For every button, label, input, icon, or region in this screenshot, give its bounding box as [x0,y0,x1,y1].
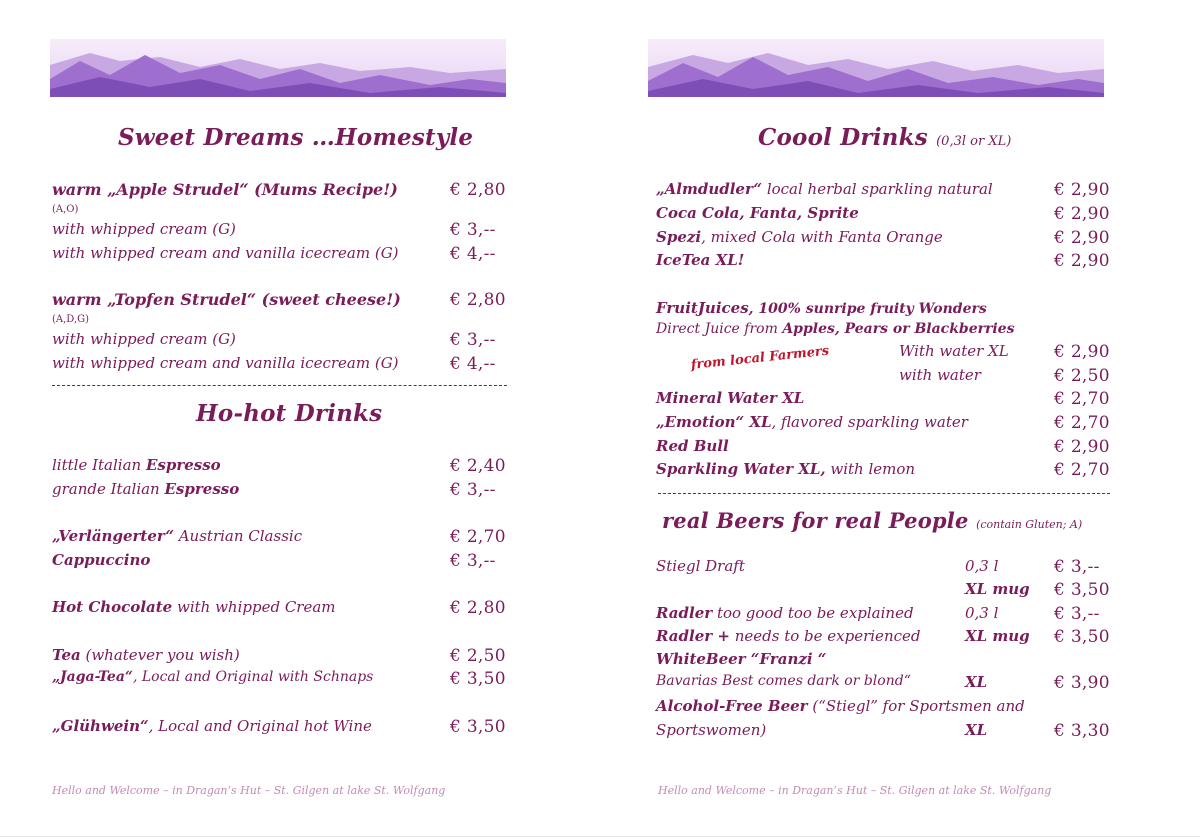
item-price: € 2,80 [450,290,506,310]
item-desc: , Local and Original hot Wine [148,717,372,735]
section-divider [658,493,1110,494]
list-item [656,366,1116,388]
farmers-stamp: from local Farmers [690,343,830,373]
item-price: € 2,90 [1054,342,1110,362]
item-price: € 3,90 [1054,673,1110,693]
list-item [656,228,1116,250]
item-desc: , flavored sparkling water [771,413,968,431]
item-name: Coca Cola, Fanta, Sprite [656,204,859,222]
item-name: Sparkling Water XL, [656,460,826,478]
list-item [52,290,512,312]
item-price: € 3,-- [450,220,496,240]
item-price: € 2,50 [450,646,506,666]
item-price: € 3,30 [1054,721,1110,741]
list-item [656,580,1116,602]
item-desc: , mixed Cola with Fanta Orange [701,228,943,246]
list-item [656,342,1116,364]
item-desc-continued: Sportswomen) [656,721,767,739]
list-item [656,650,1116,672]
allergen-label: (A,O) [52,204,79,215]
item-price: € 2,40 [450,456,506,476]
item-name: Apples, Pears or Blackberries [782,321,1015,337]
item-name-pre: grande Italian [52,480,165,498]
item-option: with water [899,366,981,384]
item-price: € 2,70 [1054,460,1110,480]
title-text: real Beers for real People [662,508,969,533]
item-name-pre: little Italian [52,456,146,474]
list-item [52,330,512,352]
item-desc: Bavarias Best comes dark or blond“ [656,673,911,689]
list-item [52,598,512,620]
item-size: XL [965,721,988,739]
list-item [52,669,512,691]
item-price: € 3,50 [1054,627,1110,647]
list-item [656,180,1116,202]
list-item [656,413,1116,435]
list-item [52,551,512,573]
item-name-pre: Direct Juice from [656,321,783,337]
item-name: with whipped cream and vanilla icecream (G) [52,354,399,372]
item-size: XL [965,673,988,691]
list-item [656,251,1116,273]
mountain-banner-image [648,39,1104,97]
item-price: € 2,50 [1054,366,1110,386]
list-item [52,456,512,478]
item-name: Red Bull [656,437,729,455]
title-text: Coool Drinks [758,124,928,151]
item-price: € 2,90 [1054,437,1110,457]
list-item [52,244,512,266]
item-name: „Jaga-Tea“ [52,669,133,685]
item-size: XL mug [965,580,1030,598]
item-name: warm „Apple Strudel“ (Mums Recipe!) [52,180,398,199]
item-price: € 2,80 [450,180,506,200]
item-name: Stiegl Draft [656,557,745,575]
list-item [656,721,1116,743]
list-item [52,180,512,202]
item-price: € 2,90 [1054,204,1110,224]
item-size: 0,3 l [965,604,999,622]
item-price: € 2,90 [1054,180,1110,200]
item-price: € 2,90 [1054,251,1110,271]
list-item [656,604,1116,626]
item-price: € 2,70 [1054,389,1110,409]
list-item [656,437,1116,459]
item-desc: needs to be experienced [729,627,921,645]
item-price: € 2,70 [450,527,506,547]
item-name: „Verlängerter“ [52,527,174,545]
allergen-label: (A,D,G) [52,314,90,325]
list-item [656,697,1116,719]
item-desc: too good too be explained [712,604,914,622]
item-name: WhiteBeer “Franzi “ [656,650,827,668]
list-item [656,673,1116,695]
item-price: € 2,80 [450,598,506,618]
list-item [656,460,1116,482]
list-item [52,480,512,502]
item-name: Tea [52,646,81,664]
item-desc: (“Stiegl” for Sportsmen and [807,697,1025,715]
item-name: Spezi [656,228,702,246]
section-title-beers [662,508,1082,533]
item-name: Espresso [145,456,221,474]
item-name: Hot Chocolate [52,598,173,616]
item-name: Mineral Water XL [656,389,805,407]
item-price: € 3,-- [450,480,496,500]
list-item [52,354,512,376]
item-price: € 3,50 [450,669,506,689]
item-price: € 3,50 [1054,580,1110,600]
section-divider [52,385,507,386]
mountain-banner-image [50,39,506,97]
page-title-desserts: Sweet Dreams …Homestyle [118,124,474,151]
juices-subheading [656,321,1116,343]
item-price: € 3,50 [450,717,506,737]
page-title-cool-drinks [758,124,1011,151]
item-price: € 2,70 [1054,413,1110,433]
item-price: € 2,90 [1054,228,1110,248]
footer-greeting: Hello and Welcome – in Dragan’s Hut – St. Gilgen at lake St. Wolfgang [52,784,446,797]
item-desc: with whipped Cream [172,598,336,616]
item-name: Alcohol-Free Beer [656,697,808,715]
item-size: XL mug [965,627,1030,645]
footer-greeting: Hello and Welcome – in Dragan’s Hut – St. Gilgen at lake St. Wolfgang [658,784,1052,797]
list-item [52,646,512,668]
item-price: € 4,-- [450,354,496,374]
page-bottom-border [0,836,1200,837]
item-price: € 4,-- [450,244,496,264]
item-desc: with lemon [825,460,916,478]
list-item [656,627,1116,649]
list-item [656,389,1116,411]
item-name: with whipped cream (G) [52,220,236,238]
item-desc: , 100% sunripe fruity Wonders [748,301,987,317]
menu-page-right [600,0,1200,839]
item-price: € 3,-- [1054,604,1100,624]
item-desc: (whatever you wish) [80,646,240,664]
item-desc: , Local and Original with Schnaps [132,669,374,685]
section-title-hot-drinks: Ho-hot Drinks [196,400,383,427]
item-size: 0,3 l [965,557,999,575]
item-name: „Emotion“ XL [656,413,772,431]
item-price: € 3,-- [450,330,496,350]
list-item [52,717,512,739]
title-note: (0,3l or XL) [936,134,1012,149]
item-option: With water XL [899,342,1009,360]
item-name: with whipped cream and vanilla icecream (G) [52,244,399,262]
item-name: warm „Topfen Strudel“ (sweet cheese!) [52,290,401,309]
item-name: FruitJuices [656,299,749,317]
item-name: Radler [656,604,713,622]
item-name: Espresso [164,480,240,498]
item-name: Radler + [656,627,730,645]
item-name: IceTea XL! [656,251,745,269]
item-price: € 3,-- [450,551,496,571]
list-item [656,204,1116,226]
list-item [52,527,512,549]
item-name: „Almdudler“ [656,180,763,198]
list-item [656,557,1116,579]
title-note: (contain Gluten; A) [976,518,1083,531]
item-name: „Glühwein“ [52,717,149,735]
item-price: € 3,-- [1054,557,1100,577]
item-desc: Austrian Classic [173,527,303,545]
item-name: with whipped cream (G) [52,330,236,348]
item-desc: local herbal sparkling natural [762,180,993,198]
item-name: Cappuccino [52,551,151,569]
list-item [52,220,512,242]
juices-heading [656,299,1116,321]
